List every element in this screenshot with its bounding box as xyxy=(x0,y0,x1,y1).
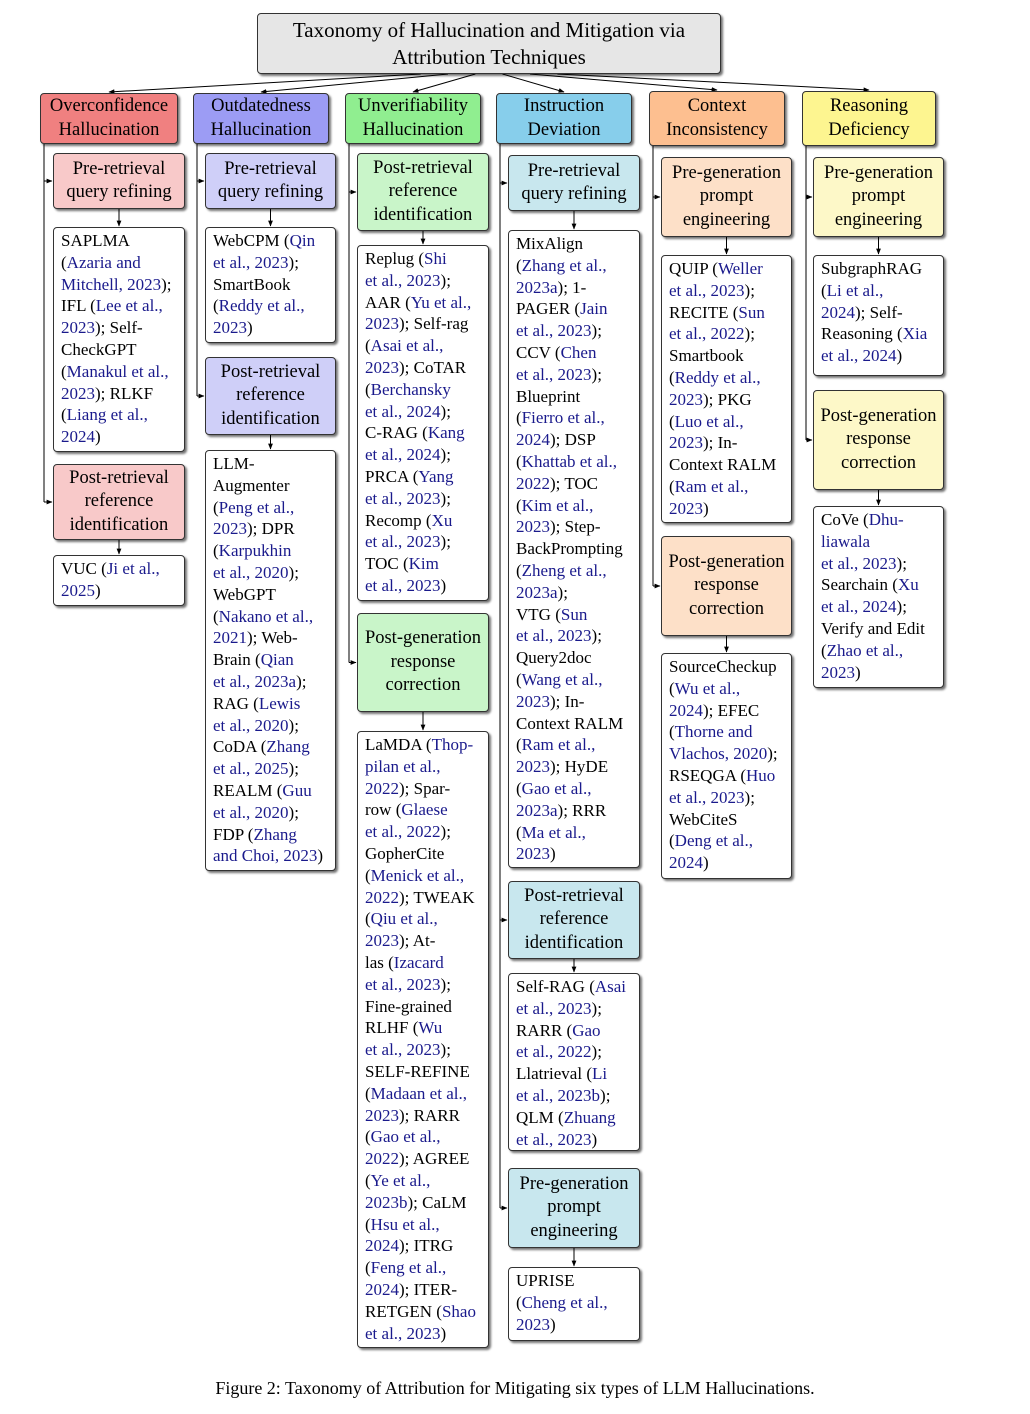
citation-link[interactable]: Thorne and Vlachos, 2020 xyxy=(669,722,768,764)
citation-link[interactable]: Kang et al., 2024 xyxy=(365,423,465,465)
citation-link[interactable]: Qin et al., 2023 xyxy=(213,231,316,272)
citation-link[interactable]: Karpukhin et al., 2020 xyxy=(213,541,292,582)
citation-list: MixAlign (Zhang et al., 2023a); 1- PAGER (Jain et al., 2023); CCV (Chen et al., 2023); Blueprint (Fierro et al., 2024); DSP (Khattab et al., 2022); TOC (Kim et al., 2023); Step- BackPrompting (Zheng et al., 2023a); VTG (Sun et al., 2023); Query2doc (Wang et al., 2023); In- Context RALM (Ram et al., 2023); HyDE (Gao et al., 2023a); RRR (Ma et al., 2023) xyxy=(508,230,640,868)
citation-link[interactable]: Izacard et al., 2023 xyxy=(365,952,444,994)
citation-link[interactable]: Zheng et al., 2023a xyxy=(516,560,607,602)
citation-link[interactable]: Jain et al., 2023 xyxy=(516,299,608,341)
category-outdatedness-hallucination: Outdatedness Hallucination xyxy=(193,93,329,144)
citation-link[interactable]: Asai et al., 2023 xyxy=(516,977,627,1018)
category-context-inconsistency: Context Inconsistency xyxy=(649,91,785,146)
root-to-category-connector xyxy=(261,74,448,92)
citation-list: CoVe (Dhu- liawala et al., 2023); Searchain (Xu et al., 2024); Verify and Edit (Zhao et al., 2023) xyxy=(813,506,944,688)
citation-link[interactable]: Sun et al., 2022 xyxy=(669,302,765,344)
citation-link[interactable]: Zhang et al., 2025 xyxy=(213,737,310,779)
root-to-category-connector xyxy=(109,74,421,92)
citation-list: SourceCheckup (Wu et al., 2024); EFEC (Thorne and Vlachos, 2020); RSEQGA (Huo et al., 2023); WebCiteS (Deng et al., 2024) xyxy=(661,653,792,879)
subcategory-pre-retrieval-query-refining: Pre-retrieval query refining xyxy=(205,153,336,209)
citation-list: LaMDA (Thop- pilan et al., 2022); Spar- row (Glaese et al., 2022); GopherCite (Menick et al., 2022); TWEAK (Qiu et al., 2023); At- las (Izacard et al., 2023); Fine-grained RLHF (Wu et al., 2023); SELF-REFINE (Madaan et al., 2023); RARR (Gao et al., 2022); AGREE (Ye et al., 2023b); CaLM (Hsu et al., 2024); ITRG (Feng et al., 2024); ITER- RETGEN (Shao et al., 2023) xyxy=(357,731,489,1348)
citation-link[interactable]: Xia et al., 2024 xyxy=(821,324,928,366)
citation-link[interactable]: Chen et al., 2023 xyxy=(516,342,597,384)
citation-link[interactable]: Guu et al., 2020 xyxy=(213,780,312,822)
citation-link[interactable]: Gao et al., 2022 xyxy=(516,1020,601,1062)
citation-link[interactable]: Shao et al., 2023 xyxy=(365,1301,476,1343)
citation-link[interactable]: Kim et al., 2023 xyxy=(516,495,594,537)
citation-link[interactable]: Qian et al., 2023a xyxy=(213,650,297,691)
citation-link[interactable]: Ram et al., 2023 xyxy=(516,735,596,777)
citation-list: SubgraphRAG (Li et al., 2024); Self- Reasoning (Xia et al., 2024) xyxy=(813,255,944,376)
citation-link[interactable]: Weller et al., 2023 xyxy=(669,259,763,300)
citation-link[interactable]: Glaese et al., 2022 xyxy=(365,800,448,842)
citation-link[interactable]: Luo et al., 2023 xyxy=(669,411,744,453)
citation-link[interactable]: Reddy et al., 2023 xyxy=(213,296,305,338)
citation-link[interactable]: Fierro et al., 2024 xyxy=(516,408,605,450)
citation-link[interactable]: Menick et al., 2022 xyxy=(365,865,465,907)
figure-caption: Figure 2: Taxonomy of Attribution for Mitigating six types of LLM Hallucinations. xyxy=(215,1378,815,1398)
citation-link[interactable]: Hsu et al., 2024 xyxy=(365,1214,440,1256)
citation-link[interactable]: Liang et al., 2024 xyxy=(61,405,148,447)
subcategory-post-retrieval-reference-identification: Post-retrieval reference identification xyxy=(205,357,336,435)
citation-link[interactable]: Huo et al., 2023 xyxy=(669,765,776,807)
citation-list: UPRISE (Cheng et al., 2023) xyxy=(508,1267,640,1341)
category-reasoning-deficiency: Reasoning Deficiency xyxy=(802,91,936,146)
citation-link[interactable]: Qiu et al., 2023 xyxy=(365,909,438,951)
citation-link[interactable]: Berchansky et al., 2024 xyxy=(365,379,451,421)
citation-link[interactable]: Khattab et al., 2022 xyxy=(516,451,618,493)
citation-link[interactable]: Feng et al., 2024 xyxy=(365,1258,447,1299)
citation-link[interactable]: Kim et al., 2023 xyxy=(365,554,441,595)
citation-link[interactable]: Ji et al., 2025 xyxy=(61,559,160,600)
subcategory-pre-generation-prompt-engineering: Pre-generation prompt engineering xyxy=(661,157,792,237)
citation-link[interactable]: Shi et al., 2023 xyxy=(365,249,447,290)
citation-link[interactable]: Wu et al., 2024 xyxy=(669,678,741,720)
citation-link[interactable]: Zhang et al., 2023a xyxy=(516,255,607,297)
citation-link[interactable]: Gao et al., 2023a xyxy=(516,778,592,820)
subcategory-pre-generation-prompt-engineering: Pre-generation prompt engineering xyxy=(813,157,944,237)
citation-link[interactable]: Madaan et al., 2023 xyxy=(365,1083,467,1125)
citation-list: QUIP (Weller et al., 2023); RECITE (Sun et al., 2022); Smartbook (Reddy et al., 2023); PKG (Luo et al., 2023); In- Context RALM (Ram et al., 2023) xyxy=(661,255,792,523)
citation-link[interactable]: Ma et al., 2023 xyxy=(516,822,586,864)
subcategory-post-retrieval-reference-identification: Post-retrieval reference identification xyxy=(357,153,489,231)
citation-link[interactable]: Zhao et al., 2023 xyxy=(821,640,904,682)
citation-link[interactable]: Peng et al., 2023 xyxy=(213,497,295,539)
citation-list: Self-RAG (Asai et al., 2023); RARR (Gao et al., 2022); Llatrieval (Li et al., 2023b); QLM (Zhuang et al., 2023) xyxy=(508,973,640,1151)
category-overconfidence-hallucination: Overconfidence Hallucination xyxy=(40,93,178,144)
subcategory-pre-retrieval-query-refining: Pre-retrieval query refining xyxy=(508,155,640,211)
subcategory-pre-generation-prompt-engineering: Pre-generation prompt engineering xyxy=(508,1168,640,1248)
taxonomy-root-title: Taxonomy of Hallucination and Mitigation via Attribution Techniques xyxy=(257,13,721,74)
citation-link[interactable]: Gao et al., 2022 xyxy=(365,1127,441,1169)
citation-list: Replug (Shi et al., 2023); AAR (Yu et al., 2023); Self-rag (Asai et al., 2023); CoTAR (Berchansky et al., 2024); C-RAG (Kang et al., 2024); PRCA (Yang et al., 2023); Recomp (Xu et al., 2023); TOC (Kim et al., 2023) xyxy=(357,245,489,601)
subcategory-post-generation-response-correction: Post-generation response correction xyxy=(357,613,489,712)
citation-link[interactable]: Zhang and Choi, 2023 xyxy=(213,824,318,866)
citation-link[interactable]: Deng et al., 2024 xyxy=(669,831,754,873)
subcategory-post-retrieval-reference-identification: Post-retrieval reference identification xyxy=(508,881,640,959)
citation-list: SAPLMA (Azaria and Mitchell, 2023); IFL (Lee et al., 2023); Self- CheckGPT (Manakul et al., 2023); RLKF (Liang et al., 2024) xyxy=(53,227,185,452)
category-instruction-deviation: Instruction Deviation xyxy=(496,93,632,144)
citation-link[interactable]: Nakano et al., 2021 xyxy=(213,606,314,648)
citation-link[interactable]: Dhu- liawala et al., 2023 xyxy=(821,510,904,573)
citation-link[interactable]: Xu et al., 2023 xyxy=(365,510,453,552)
citation-link[interactable]: Azaria and Mitchell, 2023 xyxy=(61,252,162,294)
citation-link[interactable]: Li et al., 2024 xyxy=(821,280,884,322)
root-to-category-connector xyxy=(503,74,565,92)
root-to-category-connector xyxy=(557,74,869,90)
citation-link[interactable]: Lee et al., 2023 xyxy=(61,296,163,338)
citation-link[interactable]: Ye et al., 2023b xyxy=(365,1170,431,1212)
citation-link[interactable]: Reddy et al., 2023 xyxy=(669,367,761,409)
citation-link[interactable]: Xu et al., 2024 xyxy=(821,575,919,617)
citation-list: VUC (Ji et al., 2025) xyxy=(53,555,185,606)
citation-link[interactable]: Cheng et al., 2023 xyxy=(516,1292,608,1334)
citation-link[interactable]: Thop- pilan et al., 2022 xyxy=(365,735,474,798)
citation-link[interactable]: Asai et al., 2023 xyxy=(365,336,444,377)
subcategory-post-generation-response-correction: Post-generation response correction xyxy=(661,536,792,636)
citation-link[interactable]: Wang et al., 2023 xyxy=(516,669,603,711)
category-unverifiability-hallucination: Unverifiability Hallucination xyxy=(345,93,481,144)
citation-link[interactable]: Manakul et al., 2023 xyxy=(61,361,169,403)
citation-link[interactable]: Zhuang et al., 2023 xyxy=(516,1107,616,1149)
citation-link[interactable]: Wu et al., 2023 xyxy=(365,1018,443,1060)
citation-list: LLM- Augmenter (Peng et al., 2023); DPR (Karpukhin et al., 2020); WebGPT (Nakano et al., 2021); Web- Brain (Qian et al., 2023a); RAG (Lewis et al., 2020); CoDA (Zhang et al., 2025); REALM (Guu et al., 2020); FDP (Zhang and Choi, 2023) xyxy=(205,450,336,871)
citation-link[interactable]: Yang et al., 2023 xyxy=(365,466,454,508)
subcategory-post-retrieval-reference-identification: Post-retrieval reference identification xyxy=(53,464,185,540)
citation-link[interactable]: Lewis et al., 2020 xyxy=(213,693,301,735)
citation-link[interactable]: Li et al., 2023b xyxy=(516,1064,608,1105)
root-to-category-connector xyxy=(530,74,717,90)
citation-link[interactable]: Yu et al., 2023 xyxy=(365,292,472,334)
subcategory-post-generation-response-correction: Post-generation response correction xyxy=(813,390,944,490)
citation-link[interactable]: Ram et al., 2023 xyxy=(669,476,749,518)
citation-link[interactable]: Sun et al., 2023 xyxy=(516,604,592,646)
subcategory-pre-retrieval-query-refining: Pre-retrieval query refining xyxy=(53,153,185,209)
citation-list: WebCPM (Qin et al., 2023); SmartBook (Reddy et al., 2023) xyxy=(205,227,336,343)
